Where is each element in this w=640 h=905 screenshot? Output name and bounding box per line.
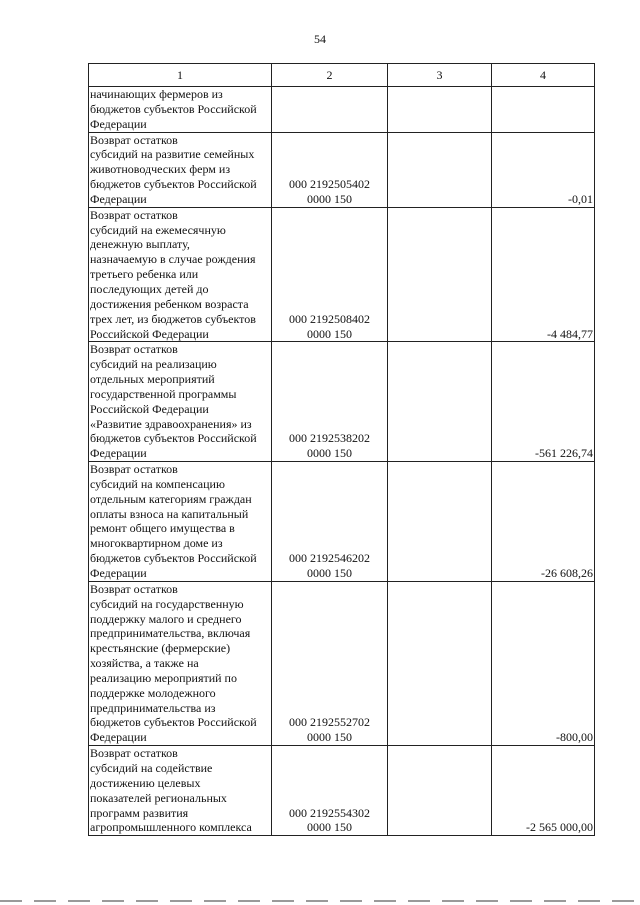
table-row: [89, 87, 595, 133]
row-col3: [388, 342, 492, 462]
table-body: [89, 87, 595, 836]
row-col3: [388, 581, 492, 745]
row-amount: [492, 87, 595, 133]
row-amount: -4 484,77: [492, 207, 595, 342]
row-code: 000 2192508402 0000 150: [272, 207, 388, 342]
row-name: начинающих фермеров из бюджетов субъектов Российской Федерации: [89, 87, 272, 133]
table-row: [89, 746, 595, 836]
header-col-4: 4: [492, 64, 595, 87]
row-name: Возврат остатков субсидий на государственную поддержку малого и среднего предпринимательства, включая крестьянские (фермерские) хозяйства, а также на реализацию мероприятий по поддержке молодежного предпринимательства из бюджетов субъектов Российской Федерации: [89, 581, 272, 745]
budget-table: [88, 63, 595, 836]
table-row: [89, 462, 595, 582]
row-col3: [388, 87, 492, 133]
row-name: Возврат остатков субсидий на компенсацию отдельным категориям граждан оплаты взноса на капитальный ремонт общего имущества в многоквартирном доме из бюджетов субъектов Российской Федерации: [89, 462, 272, 582]
row-name: Возврат остатков субсидий на развитие семейных животноводческих ферм из бюджетов субъектов Российской Федерации: [89, 132, 272, 207]
row-col3: [388, 207, 492, 342]
row-amount: -561 226,74: [492, 342, 595, 462]
page-number: 54: [314, 32, 326, 46]
header-row: [89, 64, 595, 87]
row-name: Возврат остатков субсидий на реализацию отдельных мероприятий государственной программы Российской Федерации «Развитие здравоохранения» из бюджетов субъектов Российской Федерации: [89, 342, 272, 462]
row-amount: -2 565 000,00: [492, 746, 595, 836]
table-row: [89, 342, 595, 462]
header-col-1: 1: [89, 64, 272, 87]
row-col3: [388, 132, 492, 207]
row-col3: [388, 462, 492, 582]
table-header: [89, 64, 595, 87]
row-code: 000 2192554302 0000 150: [272, 746, 388, 836]
table-row: [89, 132, 595, 207]
scan-edge-divider: [0, 900, 640, 902]
row-code: 000 2192546202 0000 150: [272, 462, 388, 582]
row-name: Возврат остатков субсидий на ежемесячную денежную выплату, назначаемую в случае рождения третьего ребенка или последующих детей до достижения ребенком возраста трех лет, из бюджетов субъектов Российской Федерации: [89, 207, 272, 342]
row-code: 000 2192505402 0000 150: [272, 132, 388, 207]
row-name: Возврат остатков субсидий на содействие достижению целевых показателей региональных программ развития агропромышленного комплекса: [89, 746, 272, 836]
row-amount: -0,01: [492, 132, 595, 207]
row-col3: [388, 746, 492, 836]
header-col-3: 3: [388, 64, 492, 87]
header-col-2: 2: [272, 64, 388, 87]
table-row: [89, 207, 595, 342]
table-row: [89, 581, 595, 745]
row-code: 000 2192538202 0000 150: [272, 342, 388, 462]
row-code: [272, 87, 388, 133]
row-amount: -800,00: [492, 581, 595, 745]
row-amount: -26 608,26: [492, 462, 595, 582]
row-code: 000 2192552702 0000 150: [272, 581, 388, 745]
